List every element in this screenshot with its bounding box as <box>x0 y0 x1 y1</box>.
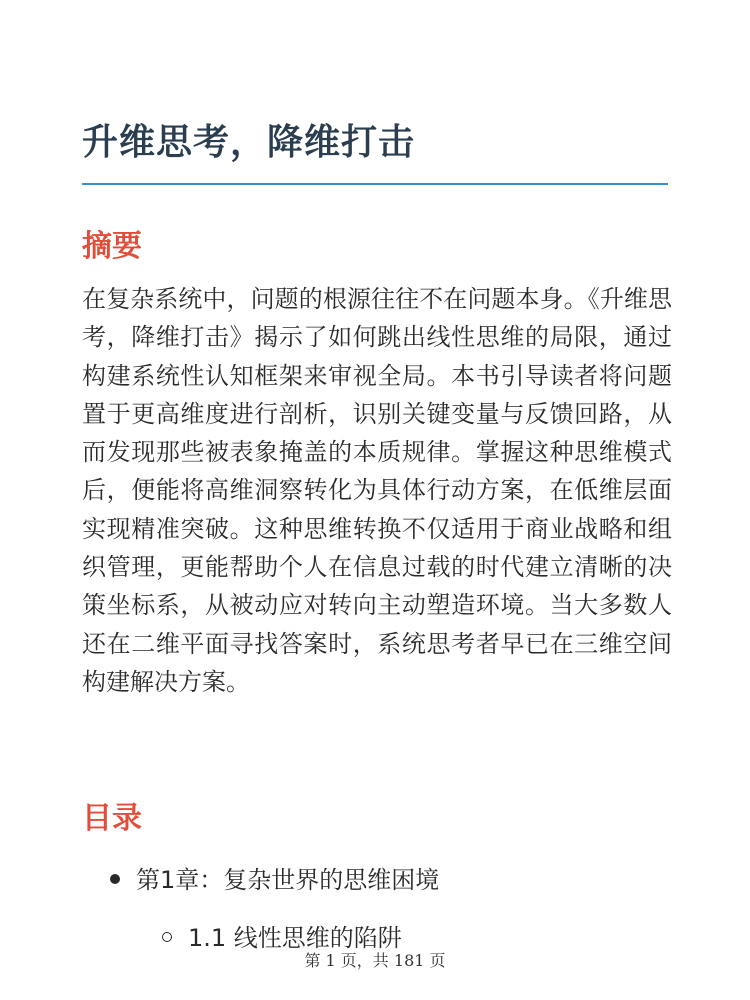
page-number: 第 1 页，共 181 页 <box>304 951 446 970</box>
abstract-paragraph: 在复杂系统中，问题的根源往往不在问题本身。《升维思考，降维打击》揭示了如何跳出线性思维的局限，通过构建系统性认知框架来审视全局。本书引导读者将问题置于更高维度进行剖析，识别关键变量与反馈回路，从而发现那些被表象掩盖的本质规律。掌握这种思维模式后，便能将高维洞察转化为具体行动方案，在低维层面实现精准突破。这种思维转换不仅适用于商业战略和组织管理，更能帮助个人在信息过载的时代建立清晰的决策坐标系，从被动应对转向主动塑造环境。当大多数人还在二维平面寻找答案时，系统思考者早已在三维空间构建解决方案。 <box>82 285 672 696</box>
circle-bullet-icon <box>162 932 172 942</box>
document-title: 升维思考，降维打击 <box>82 122 416 163</box>
toc-item-chapter-1[interactable] <box>110 860 439 895</box>
toc-heading: 目录 <box>82 801 142 836</box>
title-divider <box>82 183 668 185</box>
toc-item-label: 第1章：复杂世界的思维困境 <box>136 866 440 894</box>
abstract-heading: 摘要 <box>82 229 142 264</box>
disc-bullet-icon <box>110 874 120 884</box>
toc-item-label: 1.1 线性思维的陷阱 <box>188 924 402 952</box>
